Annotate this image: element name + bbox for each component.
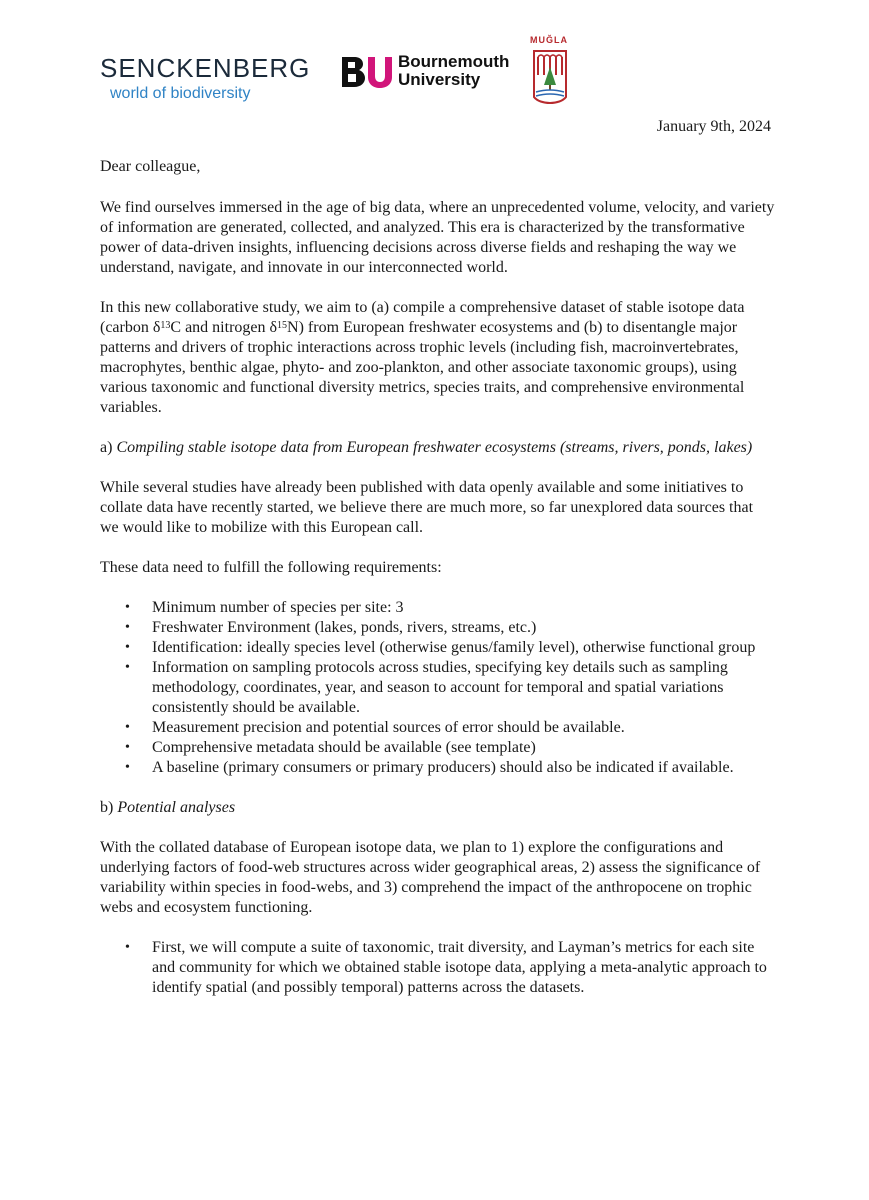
section-a-prefix: a) — [100, 439, 117, 456]
section-a-title: Compiling stable isotope data from European freshwater ecosystems (streams, rivers, ponds, lakes) — [116, 439, 753, 456]
bu-name-line1: Bournemouth — [398, 52, 510, 71]
section-a-heading — [100, 438, 775, 458]
senckenberg-tagline: world of biodiversity — [110, 85, 251, 102]
section-b-prefix: b) — [100, 799, 118, 816]
mugla-emblem-icon — [520, 35, 580, 113]
analyses-list — [100, 938, 775, 998]
nitrogen-superscript: 15 — [277, 320, 288, 331]
mugla-name: MUĞLA — [530, 35, 568, 45]
letter-body — [100, 157, 775, 1018]
paragraph-plan: With the collated database of European isotope data, we plan to 1) explore the configurations and underlying factors of food-web structures across wider geographical areas, 2) assess the significance of variability within species in food-webs, and 3) comprehend the impact of the anthropocene on trophic webs and ecosystem functioning. — [100, 839, 761, 916]
paragraph-studies: While several studies have already been published with data openly available and some initiatives to collate data have recently started, we believe there are much more, so far unexplored data sources that we would like to mobilize with this European call. — [100, 479, 754, 536]
list-item: • Measurement precision and potential sources of error should be available. — [152, 718, 775, 738]
senckenberg-name: SENCKENBERG — [100, 53, 311, 83]
letter-date: January 9th, 2024 — [656, 118, 771, 135]
list-item: • Comprehensive metadata should be available (see template) — [152, 738, 775, 758]
section-b-heading — [100, 798, 775, 818]
header-logos — [100, 35, 780, 115]
greeting: Dear colleague, — [100, 158, 201, 175]
mugla-logo — [520, 35, 580, 113]
paragraph-intro: We find ourselves immersed in the age of big data, where an unprecedented volume, velocity, and variety of information are generated, collected, and analyzed. This era is characterized by the transformative power of data-driven insights, influencing decisions across diverse fields and reshaping the way we understand, navigate, and innovate in our interconnected world. — [100, 199, 775, 276]
list-item: • Minimum number of species per site: 3 — [152, 598, 775, 618]
bournemouth-name — [398, 53, 509, 89]
list-item: • Freshwater Environment (lakes, ponds, rivers, streams, etc.) — [152, 618, 775, 638]
list-item: • Identification: ideally species level (otherwise genus/family level), otherwise functional group — [152, 638, 775, 658]
requirements-list — [100, 598, 775, 778]
section-b-title: Potential analyses — [117, 799, 236, 816]
bu-mark-icon — [340, 55, 394, 89]
carbon-superscript: 13 — [160, 320, 171, 331]
list-item: • A baseline (primary consumers or primary producers) should also be indicated if available. — [152, 758, 775, 778]
aims-text-1: In this new collaborative study, we aim to (a) compile a comprehensive dataset of stable isotope data (carbon δ — [100, 299, 745, 336]
senckenberg-logo — [100, 55, 310, 104]
bu-name-line2: University — [398, 70, 481, 89]
paragraph-requirements-intro: These data need to fulfill the following requirements: — [100, 559, 442, 576]
list-item: • First, we will compute a suite of taxonomic, trait diversity, and Layman’s metrics for each site and community for which we obtained stable isotope data, applying a meta-analytic approach to identify spatial (and possibly temporal) patterns across the datasets. — [152, 938, 775, 998]
list-item: • Information on sampling protocols across studies, specifying key details such as sampling methodology, coordinates, year, and season to account for temporal and spatial variations consistently should be available. — [152, 658, 775, 718]
aims-text-3: N) from European freshwater ecosystems and (b) to disentangle major patterns and drivers of trophic interactions across trophic levels (including fish, macroinvertebrates, macrophytes, benthic algae, phyto- and zoo-plankton, and other associate taxonomic groups), using various taxonomic and functional diversity metrics, species traits, and comprehensive environmental variables. — [100, 319, 745, 416]
paragraph-aims — [100, 298, 775, 418]
aims-text-2: C and nitrogen δ — [170, 319, 278, 336]
